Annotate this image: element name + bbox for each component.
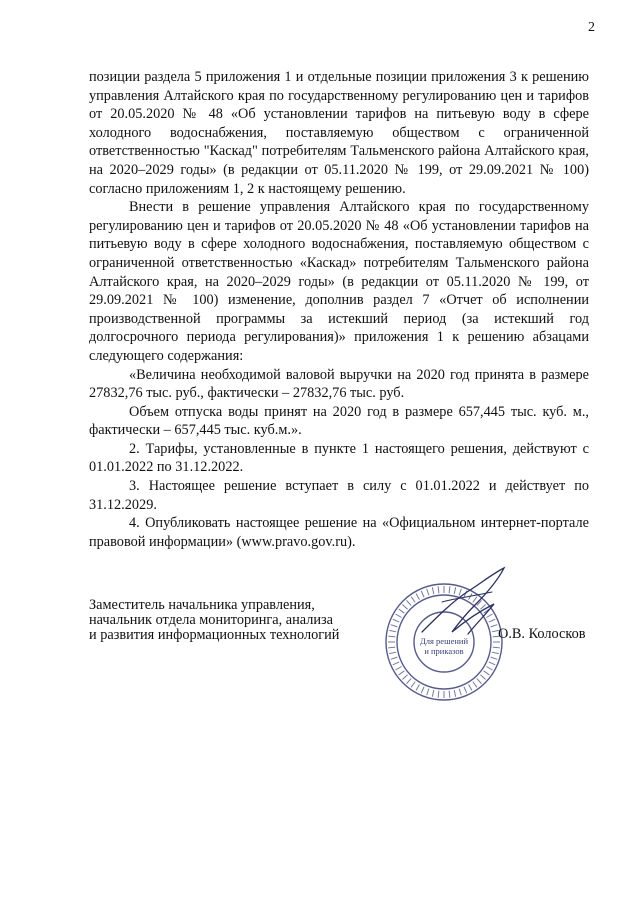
stamp-ring-mark bbox=[393, 619, 399, 622]
signer-name: О.В. Колосков bbox=[498, 626, 586, 642]
stamp-ring-mark bbox=[391, 657, 398, 659]
stamp-ring-mark bbox=[469, 684, 473, 690]
stamp-ring-mark bbox=[454, 690, 455, 697]
stamp-ring-mark bbox=[399, 609, 405, 613]
stamp-ring-mark bbox=[491, 657, 498, 659]
stamp-ring-mark bbox=[399, 671, 405, 675]
signatory-title-line-2: начальник отдела мониторинга, анализа bbox=[89, 612, 334, 628]
stamp-ring-mark bbox=[464, 687, 467, 693]
signatory-title bbox=[89, 598, 369, 643]
stamp-ring-mark bbox=[402, 675, 407, 680]
stamp-ring-mark bbox=[407, 600, 412, 605]
paragraph-amendment: Внести в решение управления Алтайского края по государственному регулированию цен и тарифов от 20.05.2020 № 48 «Об установлении тарифов на питьевую воду в сфере холодного водоснабжения, поставляемую обществом с ограниченной ответственностью «Каскад» потребителям Тальменского района Алтайского края, на 2020–2029 годы» (в редакции от 05.11.2020 № 199, от 29.09.2021 № 100) изменение, дополнив раздел 7 «Отчет об исполнении производственной программы за истекший период (за истекший год долгосрочного периода регулирования)» приложения 1 к решению абзацами следующего содержания: bbox=[89, 199, 589, 364]
stamp-ring-mark bbox=[396, 667, 402, 671]
signatory-title-line-1: Заместитель начальника управления, bbox=[89, 597, 315, 613]
stamp-ring-mark bbox=[484, 671, 490, 675]
stamp-ring-mark bbox=[459, 689, 461, 696]
stamp-ring-mark bbox=[432, 690, 433, 697]
stamp-ring-mark bbox=[473, 682, 477, 688]
stamp-ring-mark bbox=[421, 687, 424, 693]
stamp-ring-mark bbox=[407, 678, 412, 683]
paragraph-revenue: «Величина необходимой валовой выручки на 2020 год принята в размере 27832,76 тыс. руб., фактически – 27832,76 тыс. руб. bbox=[89, 366, 589, 402]
stamp-ring-mark bbox=[477, 678, 482, 683]
signatory-title-line-3: и развития информационных технологий bbox=[89, 627, 340, 643]
stamp-ring-mark bbox=[388, 636, 395, 637]
stamp-ring-mark bbox=[391, 625, 398, 627]
paragraph-item-4: 4. Опубликовать настоящее решение на «Официальном интернет-портале правовой информации» (www.pravo.gov.ru). bbox=[89, 515, 589, 550]
stamp-ring-mark bbox=[389, 630, 396, 631]
paragraph-item-3: 3. Настоящее решение вступает в силу с 01.01.2022 и действует по 31.12.2029. bbox=[89, 478, 589, 513]
paragraph-item-2: 2. Тарифы, установленные в пункте 1 настоящего решения, действуют с 01.01.2022 по 31.12.2022. bbox=[89, 440, 589, 476]
stamp-ring-mark bbox=[480, 675, 485, 680]
stamp-ring-mark bbox=[489, 662, 495, 665]
stamp-ring-mark bbox=[396, 614, 402, 618]
stamp-ring-mark bbox=[402, 605, 407, 610]
stamp-ring-mark bbox=[427, 689, 429, 696]
stamp-inner-text-1: Для решений bbox=[419, 636, 469, 646]
stamp-ring-mark bbox=[389, 652, 396, 653]
stamp-inner-text-2: и приказов bbox=[424, 646, 464, 656]
stamp-ring-mark bbox=[438, 691, 439, 698]
paragraph-continuation: позиции раздела 5 приложения 1 и отдельные позиции приложения 3 к решению управления Алтайского края по государственному регулированию цен и тарифов от 20.05.2020 № 48 «Об установлении тарифов на питьевую воду в сфере холодного водоснабжения, поставляемую обществом с ограниченной ответственностью "Каскад" потребителям Тальменского района Алтайского края, на 2020–2029 годы» (в редакции от 05.11.2020 № 199, от 29.09.2021 № 100) согласно приложениям 1, 2 к настоящему решению. bbox=[89, 69, 589, 197]
stamp-ring-mark bbox=[393, 662, 399, 665]
stamp-ring-mark bbox=[411, 682, 415, 688]
stamp-ring-mark bbox=[486, 667, 492, 671]
stamp-ring-mark bbox=[416, 684, 420, 690]
page-number: 2 bbox=[588, 20, 595, 35]
document-body bbox=[89, 68, 589, 551]
stamp-ring-mark bbox=[449, 691, 450, 698]
stamp-ring-mark bbox=[492, 652, 499, 653]
stamp-ring-mark bbox=[388, 647, 395, 648]
paragraph-water-volume: Объем отпуска воды принят на 2020 год в размере 657,445 тыс. куб. м., фактически – 657,445 тыс. куб.м.». bbox=[89, 403, 589, 439]
